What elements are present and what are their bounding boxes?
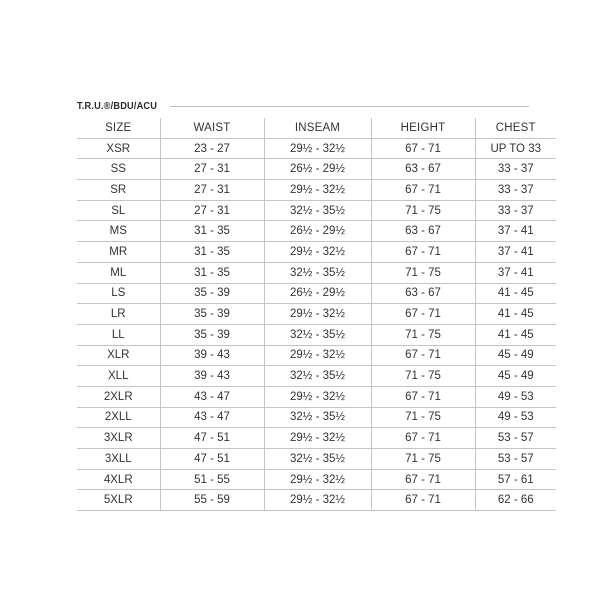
cell-inseam: 29½ - 32½ [264,345,371,366]
cell-height: 71 - 75 [371,366,475,387]
cell-height: 63 - 67 [371,221,475,242]
cell-waist: 51 - 55 [160,469,264,490]
cell-waist: 39 - 43 [160,366,264,387]
table-row [77,386,556,407]
cell-chest: 37 - 41 [475,242,556,263]
cell-height: 67 - 71 [371,242,475,263]
cell-waist: 31 - 35 [160,242,264,263]
cell-inseam: 32½ - 35½ [264,366,371,387]
cell-chest: 33 - 37 [475,159,556,180]
cell-waist: 39 - 43 [160,345,264,366]
cell-size: MR [77,242,160,263]
cell-chest: 37 - 41 [475,221,556,242]
table-row [77,180,556,201]
cell-height: 67 - 71 [371,469,475,490]
cell-size: ML [77,262,160,283]
table-row [77,304,556,325]
cell-inseam: 29½ - 32½ [264,304,371,325]
cell-size: 3XLR [77,428,160,449]
size-chart-table [77,118,556,511]
cell-inseam: 26½ - 29½ [264,221,371,242]
cell-size: XLR [77,345,160,366]
title-divider [170,106,529,107]
table-row [77,490,556,511]
cell-chest: 62 - 66 [475,490,556,511]
cell-inseam: 26½ - 29½ [264,159,371,180]
table-row [77,200,556,221]
cell-chest: 53 - 57 [475,428,556,449]
cell-height: 67 - 71 [371,180,475,201]
cell-chest: 41 - 45 [475,324,556,345]
cell-waist: 35 - 39 [160,324,264,345]
cell-chest: 41 - 45 [475,283,556,304]
cell-chest: 57 - 61 [475,469,556,490]
cell-waist: 31 - 35 [160,221,264,242]
cell-size: SS [77,159,160,180]
cell-waist: 31 - 35 [160,262,264,283]
cell-height: 71 - 75 [371,262,475,283]
table-row [77,366,556,387]
cell-waist: 43 - 47 [160,386,264,407]
table-row [77,138,556,159]
cell-size: MS [77,221,160,242]
size-chart-title: T.R.U.®/BDU/ACU [77,100,158,112]
cell-inseam: 29½ - 32½ [264,490,371,511]
table-row [77,324,556,345]
table-row [77,221,556,242]
cell-height: 63 - 67 [371,159,475,180]
table-row [77,283,556,304]
cell-height: 67 - 71 [371,490,475,511]
cell-size: LR [77,304,160,325]
table-header-row [77,118,556,138]
cell-inseam: 32½ - 35½ [264,324,371,345]
cell-size: LS [77,283,160,304]
cell-inseam: 29½ - 32½ [264,469,371,490]
cell-waist: 47 - 51 [160,449,264,470]
cell-height: 63 - 67 [371,283,475,304]
column-header-height: HEIGHT [371,118,475,138]
cell-waist: 27 - 31 [160,180,264,201]
cell-chest: UP TO 33 [475,138,556,159]
cell-chest: 49 - 53 [475,386,556,407]
cell-waist: 43 - 47 [160,407,264,428]
cell-waist: 35 - 39 [160,304,264,325]
cell-inseam: 32½ - 35½ [264,407,371,428]
table-row [77,449,556,470]
cell-inseam: 32½ - 35½ [264,200,371,221]
cell-size: XSR [77,138,160,159]
cell-inseam: 29½ - 32½ [264,138,371,159]
cell-height: 67 - 71 [371,386,475,407]
column-header-size: SIZE [77,118,160,138]
cell-inseam: 26½ - 29½ [264,283,371,304]
size-chart-header [77,97,529,115]
cell-waist: 27 - 31 [160,159,264,180]
cell-inseam: 29½ - 32½ [264,386,371,407]
table-row [77,242,556,263]
column-header-inseam: INSEAM [264,118,371,138]
cell-chest: 45 - 49 [475,366,556,387]
column-header-waist: WAIST [160,118,264,138]
cell-size: 5XLR [77,490,160,511]
cell-height: 67 - 71 [371,345,475,366]
table-row [77,159,556,180]
cell-waist: 55 - 59 [160,490,264,511]
cell-chest: 33 - 37 [475,200,556,221]
cell-waist: 23 - 27 [160,138,264,159]
table-row [77,428,556,449]
cell-size: 2XLL [77,407,160,428]
cell-size: XLL [77,366,160,387]
cell-height: 67 - 71 [371,304,475,325]
cell-height: 67 - 71 [371,138,475,159]
cell-waist: 35 - 39 [160,283,264,304]
cell-size: 4XLR [77,469,160,490]
cell-inseam: 29½ - 32½ [264,242,371,263]
cell-inseam: 29½ - 32½ [264,180,371,201]
cell-size: LL [77,324,160,345]
cell-height: 71 - 75 [371,407,475,428]
cell-inseam: 29½ - 32½ [264,428,371,449]
cell-chest: 33 - 37 [475,180,556,201]
cell-height: 71 - 75 [371,200,475,221]
cell-waist: 47 - 51 [160,428,264,449]
cell-height: 71 - 75 [371,324,475,345]
table-row [77,262,556,283]
table-row [77,407,556,428]
cell-size: 3XLL [77,449,160,470]
table-row [77,345,556,366]
cell-chest: 37 - 41 [475,262,556,283]
cell-height: 71 - 75 [371,449,475,470]
cell-chest: 41 - 45 [475,304,556,325]
column-header-chest: CHEST [475,118,556,138]
cell-chest: 45 - 49 [475,345,556,366]
cell-size: 2XLR [77,386,160,407]
cell-size: SL [77,200,160,221]
cell-size: SR [77,180,160,201]
cell-waist: 27 - 31 [160,200,264,221]
cell-chest: 49 - 53 [475,407,556,428]
cell-chest: 53 - 57 [475,449,556,470]
table-row [77,469,556,490]
cell-height: 67 - 71 [371,428,475,449]
cell-inseam: 32½ - 35½ [264,449,371,470]
cell-inseam: 32½ - 35½ [264,262,371,283]
